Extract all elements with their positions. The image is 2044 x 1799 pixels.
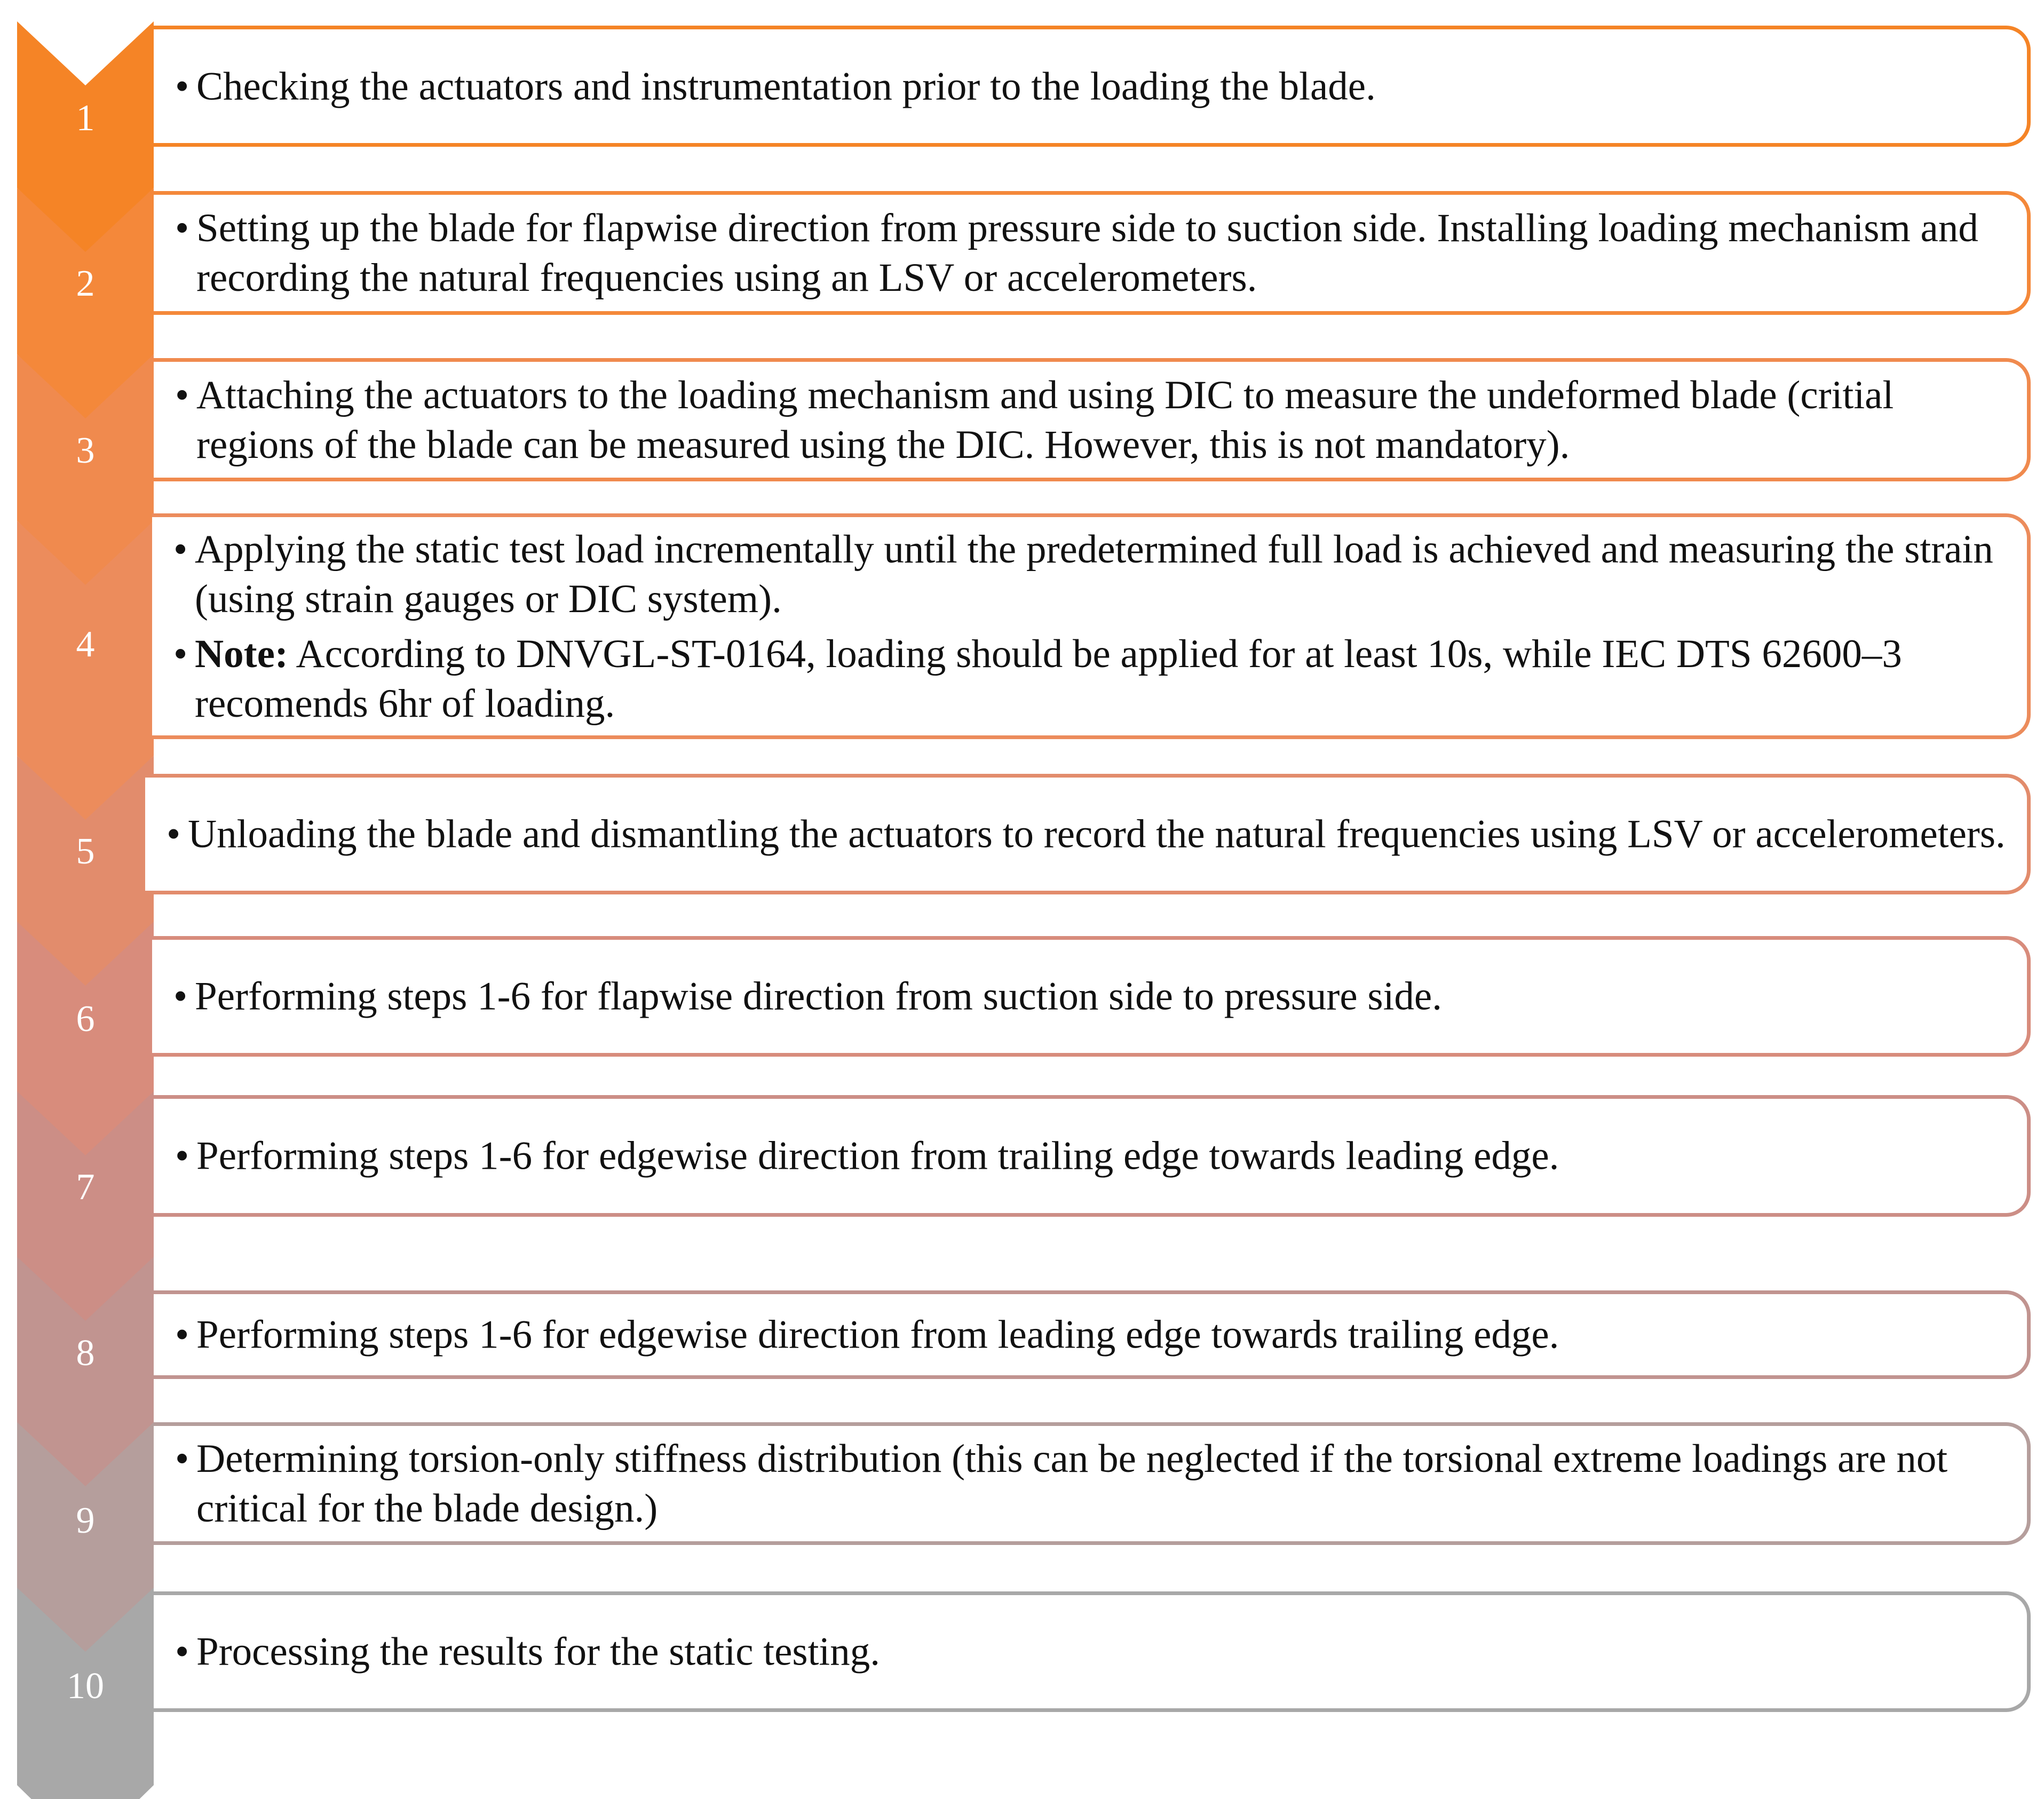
step-8-bullet: [175, 1310, 2006, 1360]
step-1-bullet: [175, 61, 2006, 111]
step-10-text: [175, 1627, 2006, 1677]
step-9-box: [154, 1422, 2031, 1545]
step-1-number: 1: [76, 98, 95, 139]
step-3-box: [154, 358, 2031, 481]
bullet-text: Setting up the blade for flapwise direction from pressure side to suction side. Installing loading mechanism and recording the natural frequencies using an LSV or accelerometers.: [196, 206, 1978, 300]
step-3-bullet: [175, 370, 2006, 470]
step-9-text: [175, 1434, 2006, 1533]
step-2-number: 2: [76, 263, 95, 304]
step-2-box: [154, 191, 2031, 315]
step-4-box: [152, 513, 2031, 739]
step-10-bullet: [175, 1627, 2006, 1677]
step-2-bullet: [175, 203, 2006, 303]
step-8-number: 8: [76, 1333, 95, 1374]
bullet-text: Processing the results for the static testing.: [196, 1629, 881, 1674]
step-4-bullet: [173, 525, 2006, 624]
bullet-text: Unloading the blade and dismantling the actuators to record the natural frequencies using LSV or accelerometers.: [188, 812, 2006, 857]
bullet-text: Performing steps 1-6 for flapwise direction from suction side to pressure side.: [195, 974, 1442, 1019]
step-1-text: [175, 61, 2006, 111]
step-6-box: [152, 936, 2031, 1057]
step-10-box: [154, 1591, 2031, 1712]
step-5-number: 5: [76, 831, 95, 872]
bullet-text: Applying the static test load incrementally until the predetermined full load is achieved and measuring the strain (using strain gauges or DIC system).: [195, 527, 1993, 621]
step-9-number: 9: [76, 1500, 95, 1541]
step-4-number: 4: [76, 624, 95, 665]
step-5-box: [145, 774, 2031, 894]
step-7-text: [175, 1131, 2006, 1181]
step-7-number: 7: [76, 1167, 95, 1208]
bullet-text: Determining torsion-only stiffness distribution (this can be neglected if the torsional extreme loadings are not critical for the blade design.): [196, 1437, 1948, 1531]
step-8-box: [154, 1290, 2031, 1379]
step-5-bullet: [167, 810, 2006, 859]
step-8-text: [175, 1310, 2006, 1360]
step-1-box: [154, 26, 2031, 147]
step-7-box: [154, 1095, 2031, 1217]
bullet-text: Attaching the actuators to the loading mechanism and using DIC to measure the undeformed blade (critial regions of the blade can be measured using the DIC. However, this is not mandatory).: [196, 373, 1894, 467]
bullet-text: Checking the actuators and instrumentation prior to the loading the blade.: [196, 64, 1376, 108]
step-6-text: [173, 972, 2006, 1021]
note-label: Note:: [195, 631, 288, 676]
step-3-text: [175, 370, 2006, 470]
step-4-text: [173, 525, 2006, 728]
step-5-text: [167, 810, 2006, 859]
step-4-bullet: [173, 629, 2006, 728]
bullet-text: Performing steps 1-6 for edgewise direction from trailing edge towards leading edge.: [196, 1134, 1559, 1178]
step-7-bullet: [175, 1131, 2006, 1181]
step-10-number: 10: [67, 1666, 104, 1707]
step-2-text: [175, 203, 2006, 303]
bullet-text: According to DNVGL-ST-0164, loading should be applied for at least 10s, while IEC DTS 62600–3 recomends 6hr of loading.: [195, 631, 1902, 726]
step-9-bullet: [175, 1434, 2006, 1533]
step-3-number: 3: [76, 430, 95, 471]
bullet-text: Performing steps 1-6 for edgewise direction from leading edge towards trailing edge.: [196, 1312, 1559, 1357]
step-6-bullet: [173, 972, 2006, 1021]
step-6-number: 6: [76, 998, 95, 1040]
